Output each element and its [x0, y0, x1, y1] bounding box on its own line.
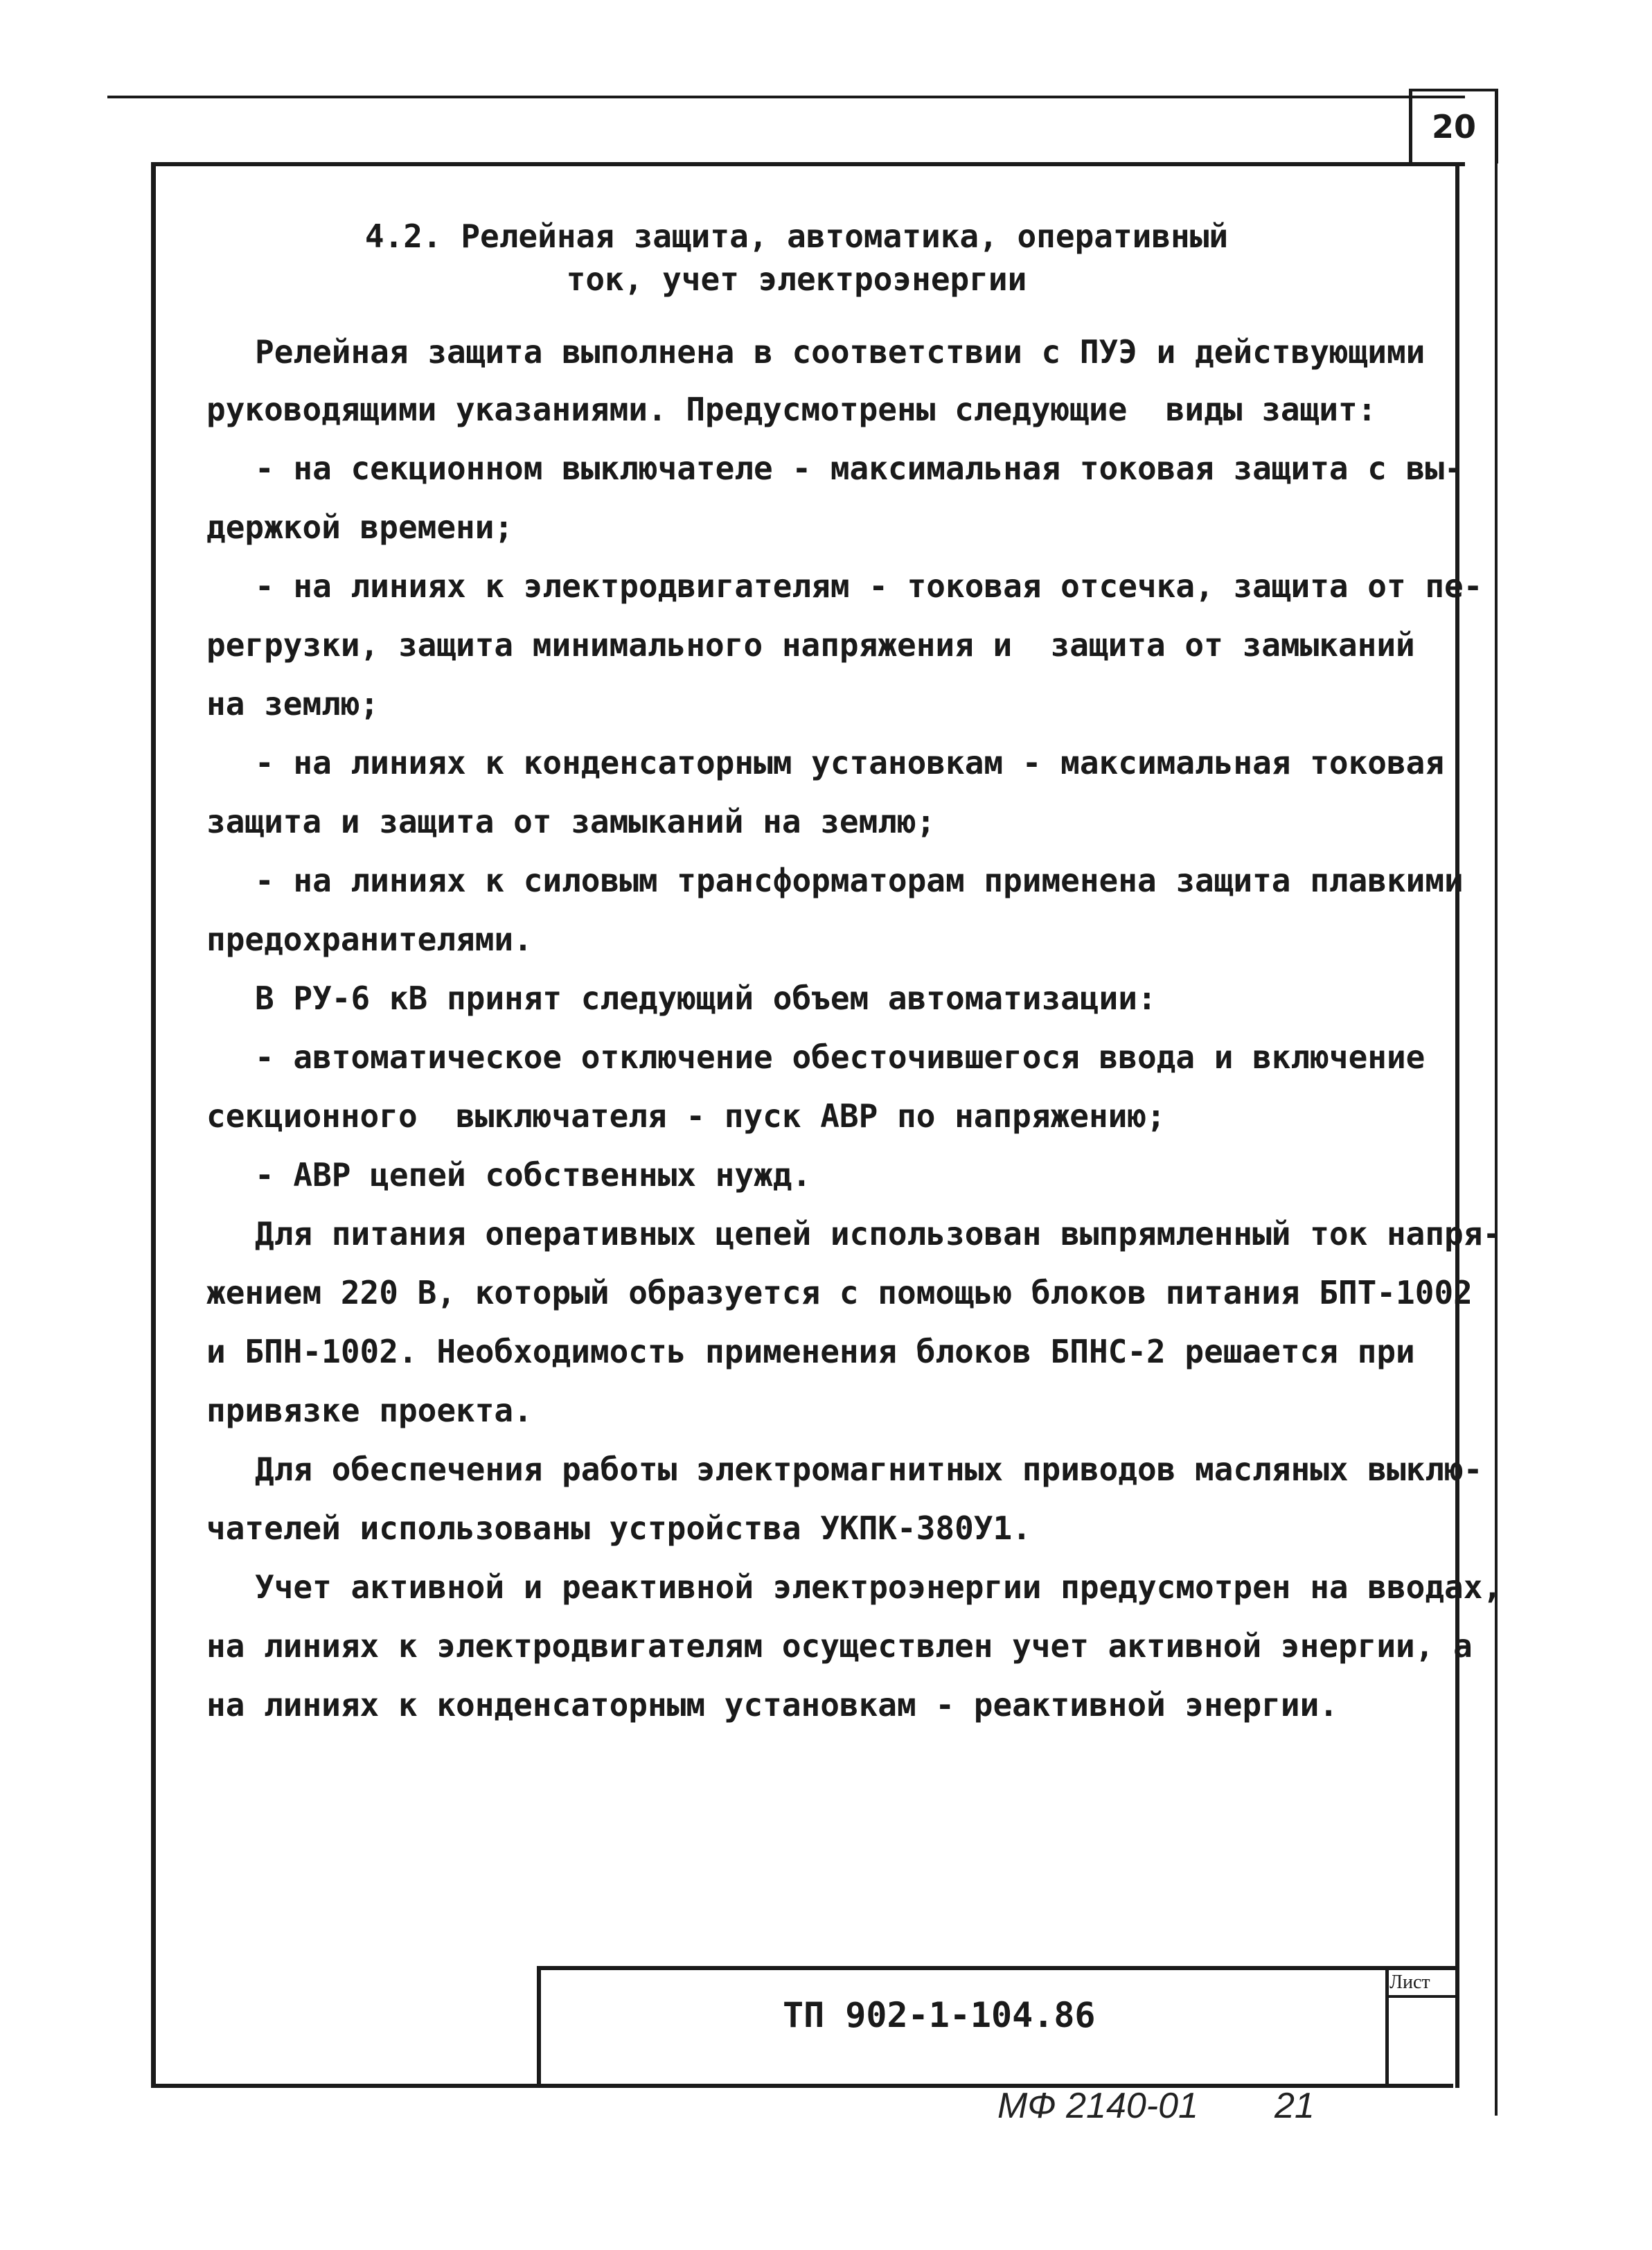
body-line: предохранителями.	[206, 921, 533, 958]
body-line: и БПН-1002. Необходимость применения блоков БПНС-2 решается при	[206, 1333, 1415, 1370]
title-block-top	[537, 1966, 1458, 1970]
body-line: на землю;	[206, 685, 380, 723]
frame-bottom-border	[151, 2084, 1453, 2088]
section-heading	[180, 215, 1413, 301]
handwritten-sheet-number: 21	[1274, 2086, 1315, 2126]
body-line: жением 220 В, который образуется с помощью блоков питания БПТ-1002	[206, 1274, 1473, 1311]
body-line: Для питания оперативных цепей использован выпрямленный ток напря-	[255, 1215, 1502, 1252]
sheet-label: Лист	[1389, 1972, 1430, 1993]
body-line: В РУ-6 кВ принят следующий объем автоматизации:	[255, 980, 1157, 1017]
body-line: Релейная защита выполнена в соответствии с ПУЭ и действующими	[255, 333, 1425, 371]
document-code: ТП 902-1-104.86	[783, 1995, 1096, 2035]
title-block-sheet-divider	[1385, 1966, 1389, 2087]
body-line: защита и защита от замыканий на землю;	[206, 803, 936, 840]
body-line: - автоматическое отключение обесточившегося ввода и включение	[255, 1038, 1425, 1076]
page-number: 20	[1431, 108, 1476, 145]
body-line: руководящими указаниями. Предусмотрены следующие виды защит:	[206, 391, 1377, 428]
body-line: - на линиях к электродвигателям - токовая отсечка, защита от пе-	[255, 567, 1483, 605]
frame-top-border	[152, 162, 1465, 166]
title-block-sheet-rule	[1385, 1995, 1459, 1998]
body-line: - АВР цепей собственных нужд.	[255, 1156, 812, 1194]
body-line: держкой времени;	[206, 508, 514, 546]
page-number-box-left	[1409, 89, 1412, 163]
body-line: чателей использованы устройства УКПК-380У1.	[206, 1509, 1031, 1547]
section-heading-line-1: 4.2. Релейная защита, автоматика, оперативный	[364, 218, 1229, 255]
body-line: Учет активной и реактивной электроэнергии предусмотрен на вводах,	[255, 1568, 1502, 1606]
body-line: - на секционном выключателе - максимальная токовая защита с вы-	[255, 450, 1464, 487]
page-number-box-top	[1409, 89, 1498, 91]
body-line: регрузки, защита минимального напряжения и защита от замыканий	[206, 626, 1415, 664]
title-block-left	[537, 1966, 541, 2087]
body-line: привязке проекта.	[206, 1392, 533, 1429]
top-rule	[107, 96, 1465, 98]
body-line: секционного выключателя - пуск АВР по напряжению;	[206, 1097, 1166, 1135]
outer-right-border	[1495, 162, 1498, 2116]
handwritten-archive-code: МФ 2140-01	[997, 2086, 1198, 2126]
page-number-box-right	[1495, 89, 1498, 163]
body-line: Для обеспечения работы электромагнитных приводов масляных выклю-	[255, 1451, 1483, 1488]
body-line: на линиях к электродвигателям осуществлен учет активной энергии, а	[206, 1627, 1473, 1665]
section-heading-line-2: ток, учет электроэнергии	[566, 260, 1027, 298]
body-line: - на линиях к конденсаторным установкам - максимальная токовая	[255, 744, 1445, 781]
frame-left-border	[151, 162, 156, 2088]
body-line: - на линиях к силовым трансформаторам применена защита плавкими	[255, 862, 1464, 899]
body-line: на линиях к конденсаторным установкам - реактивной энергии.	[206, 1686, 1338, 1724]
